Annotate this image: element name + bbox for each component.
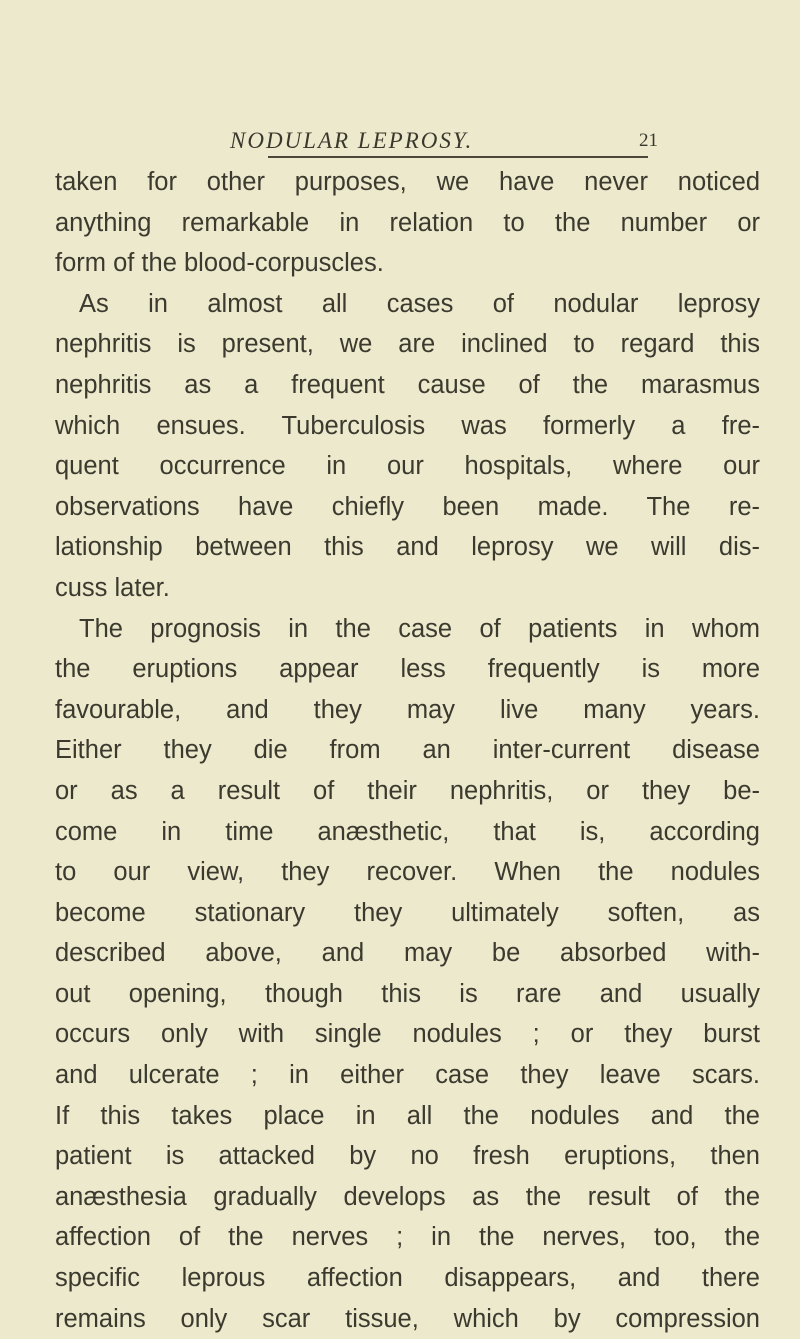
text-line: form of the blood-corpuscles.: [55, 249, 384, 278]
text-line: taken for other purposes, we have never noticed: [55, 168, 760, 196]
text-line: occurs only with single nodules ; or they burst: [55, 1020, 760, 1049]
text-line: or as a result of their nephritis, or they be-: [55, 776, 760, 805]
body-text: [55, 162, 760, 1339]
text-line: quent occurrence in our hospitals, where our: [55, 452, 760, 481]
text-line: As in almost all cases of nodular leprosy: [79, 289, 760, 318]
text-line: come in time anæsthetic, that is, according: [55, 817, 760, 846]
text-line: nephritis as a frequent cause of the marasmus: [55, 370, 760, 399]
text-line: remains only scar tissue, which by compression: [55, 1304, 760, 1333]
text-line: anæsthesia gradually develops as the result of the: [55, 1182, 760, 1211]
text-line: Either they die from an inter-current disease: [55, 736, 760, 765]
text-line: out opening, though this is rare and usually: [55, 979, 760, 1008]
header-rule: [268, 156, 648, 158]
page-number: 21: [639, 130, 658, 151]
text-line: cuss later.: [55, 573, 170, 602]
running-title: NODULAR LEPROSY.: [230, 128, 474, 153]
text-line: which ensues. Tuberculosis was formerly a fre-: [55, 411, 760, 440]
text-line: The prognosis in the case of patients in whom: [79, 614, 760, 643]
text-line: nephritis is present, we are inclined to regard this: [55, 330, 760, 359]
text-line: to our view, they recover. When the nodules: [55, 858, 760, 887]
text-line: described above, and may be absorbed with-: [55, 939, 760, 968]
running-head: [230, 128, 670, 158]
text-line: the eruptions appear less frequently is more: [55, 655, 760, 684]
text-line: If this takes place in all the nodules and the: [55, 1101, 760, 1130]
text-line: specific leprous affection disappears, and there: [55, 1264, 760, 1293]
text-line: patient is attacked by no fresh eruptions, then: [55, 1142, 760, 1171]
text-line: and ulcerate ; in either case they leave scars.: [55, 1061, 760, 1090]
text-line: favourable, and they may live many years.: [55, 695, 760, 724]
text-line: become stationary they ultimately soften, as: [55, 898, 760, 927]
text-line: observations have chiefly been made. The re-: [55, 492, 760, 521]
text-line: affection of the nerves ; in the nerves, too, the: [55, 1223, 760, 1252]
text-line: lationship between this and leprosy we will dis-: [55, 533, 760, 562]
text-line: anything remarkable in relation to the number or: [55, 208, 760, 237]
